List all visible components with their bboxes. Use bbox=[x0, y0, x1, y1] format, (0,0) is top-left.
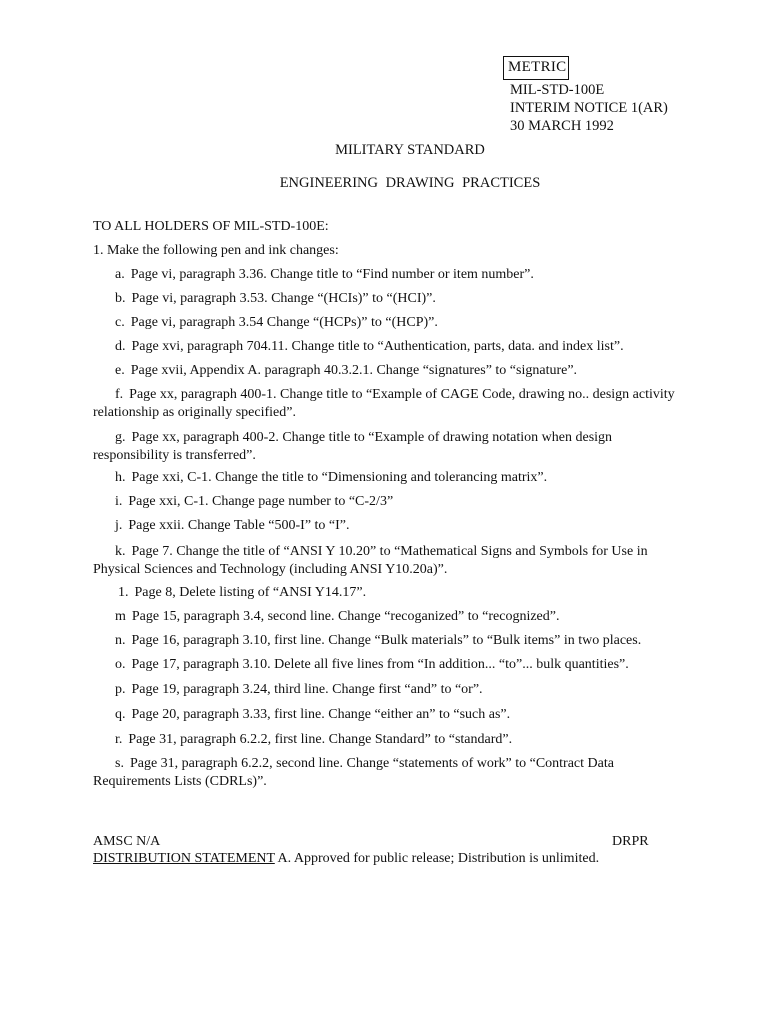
item-letter: s. bbox=[115, 756, 124, 771]
item-letter: f. bbox=[115, 387, 124, 402]
item-letter: j. bbox=[115, 518, 123, 533]
item-letter: g. bbox=[115, 430, 126, 445]
change-item bbox=[115, 681, 483, 699]
item-letter: o. bbox=[115, 657, 126, 672]
item-text: Page 7. Change the title of “ANSI Y 10.20” to “Mathematical Signs and Symbols for Use in Physical Sciences and Technology (including ANSI Y10.20a)”. bbox=[93, 544, 648, 577]
item-text: Page vi, paragraph 3.54 Change “(HCPs)” to “(HCP)”. bbox=[130, 315, 438, 330]
item-text: Page 15, paragraph 3.4, second line. Change “recoganized” to “recognized”. bbox=[131, 609, 560, 624]
change-item bbox=[115, 517, 350, 535]
change-item bbox=[115, 656, 629, 674]
standard-title: MILITARY STANDARD bbox=[335, 142, 485, 158]
change-item bbox=[93, 543, 683, 579]
change-item bbox=[115, 266, 534, 284]
addressee-line: TO ALL HOLDERS OF MIL-STD-100E: bbox=[93, 219, 329, 234]
item-text: Page 31, paragraph 6.2.2, second line. Change “statements of work” to “Contract Data Requirements Lists (CDRLs)”. bbox=[93, 756, 614, 789]
change-item bbox=[115, 314, 438, 332]
metric-label: METRIC bbox=[503, 56, 569, 80]
item-letter: m bbox=[115, 609, 126, 624]
item-text: Page xxi, C-1. Change the title to “Dimensioning and tolerancing matrix”. bbox=[131, 470, 548, 485]
distribution-statement bbox=[93, 850, 599, 868]
interim-notice: INTERIM NOTICE 1(AR) bbox=[510, 100, 668, 116]
change-item bbox=[93, 386, 683, 422]
item-letter: b. bbox=[115, 291, 126, 306]
item-text: Page xxi, C-1. Change page number to “C-2/3” bbox=[128, 494, 394, 509]
change-item bbox=[118, 584, 366, 602]
instruction-line: 1. Make the following pen and ink changes: bbox=[93, 243, 339, 258]
document-number: MIL-STD-100E bbox=[510, 82, 605, 98]
change-item bbox=[115, 362, 577, 380]
item-text: Page 8, Delete listing of “ANSI Y14.17”. bbox=[134, 585, 367, 600]
item-letter: p. bbox=[115, 682, 126, 697]
item-text: Page 31, paragraph 6.2.2, first line. Change Standard” to “standard”. bbox=[128, 732, 513, 747]
item-text: Page xx, paragraph 400-1. Change title to “Example of CAGE Code, drawing no.. design activity relationship as originally specified”. bbox=[93, 387, 675, 420]
area-code: DRPR bbox=[612, 834, 649, 849]
item-text: Page 19, paragraph 3.24, third line. Change first “and” to “or”. bbox=[131, 682, 483, 697]
subject-title: ENGINEERING DRAWING PRACTICES bbox=[279, 175, 541, 191]
item-text: Page xx, paragraph 400-2. Change title to “Example of drawing notation when design responsibility is transferred”. bbox=[93, 430, 613, 463]
item-letter: h. bbox=[115, 470, 126, 485]
item-letter: e. bbox=[115, 363, 125, 378]
change-item bbox=[115, 608, 559, 626]
item-letter: d. bbox=[115, 339, 126, 354]
change-item bbox=[93, 429, 683, 465]
change-item bbox=[115, 469, 547, 487]
item-letter: n. bbox=[115, 633, 126, 648]
change-item bbox=[115, 338, 624, 356]
item-text: Page xxii. Change Table “500-I” to “I”. bbox=[128, 518, 350, 533]
amsc-code: AMSC N/A bbox=[93, 834, 161, 849]
item-letter: k. bbox=[115, 544, 126, 559]
item-text: Page vi, paragraph 3.53. Change “(HCIs)” to “(HCI)”. bbox=[131, 291, 436, 306]
item-letter: a. bbox=[115, 267, 125, 282]
change-item bbox=[93, 755, 683, 791]
change-item bbox=[115, 731, 512, 749]
item-letter: q. bbox=[115, 707, 126, 722]
change-item bbox=[115, 706, 510, 724]
item-letter: r. bbox=[115, 732, 123, 747]
change-item bbox=[115, 632, 641, 650]
item-letter: c. bbox=[115, 315, 125, 330]
notice-date: 30 MARCH 1992 bbox=[510, 118, 614, 134]
distribution-text: A. Approved for public release; Distribution is unlimited. bbox=[274, 851, 600, 866]
item-letter: 1. bbox=[118, 585, 129, 600]
item-text: Page 20, paragraph 3.33, first line. Change “either an” to “such as”. bbox=[131, 707, 511, 722]
item-text: Page vi, paragraph 3.36. Change title to “Find number or item number”. bbox=[130, 267, 534, 282]
item-text: Page xvii, Appendix A. paragraph 40.3.2.1. Change “signatures” to “signature”. bbox=[130, 363, 578, 378]
change-item bbox=[115, 290, 436, 308]
item-text: Page 16, paragraph 3.10, first line. Change “Bulk materials” to “Bulk items” in two places. bbox=[131, 633, 642, 648]
item-text: Page 17, paragraph 3.10. Delete all five lines from “In addition... “to”... bulk quantities”. bbox=[131, 657, 629, 672]
item-letter: i. bbox=[115, 494, 123, 509]
item-text: Page xvi, paragraph 704.11. Change title to “Authentication, parts, data. and index list”. bbox=[131, 339, 624, 354]
change-item bbox=[115, 493, 393, 511]
distribution-label: DISTRIBUTION STATEMENT bbox=[93, 851, 275, 866]
